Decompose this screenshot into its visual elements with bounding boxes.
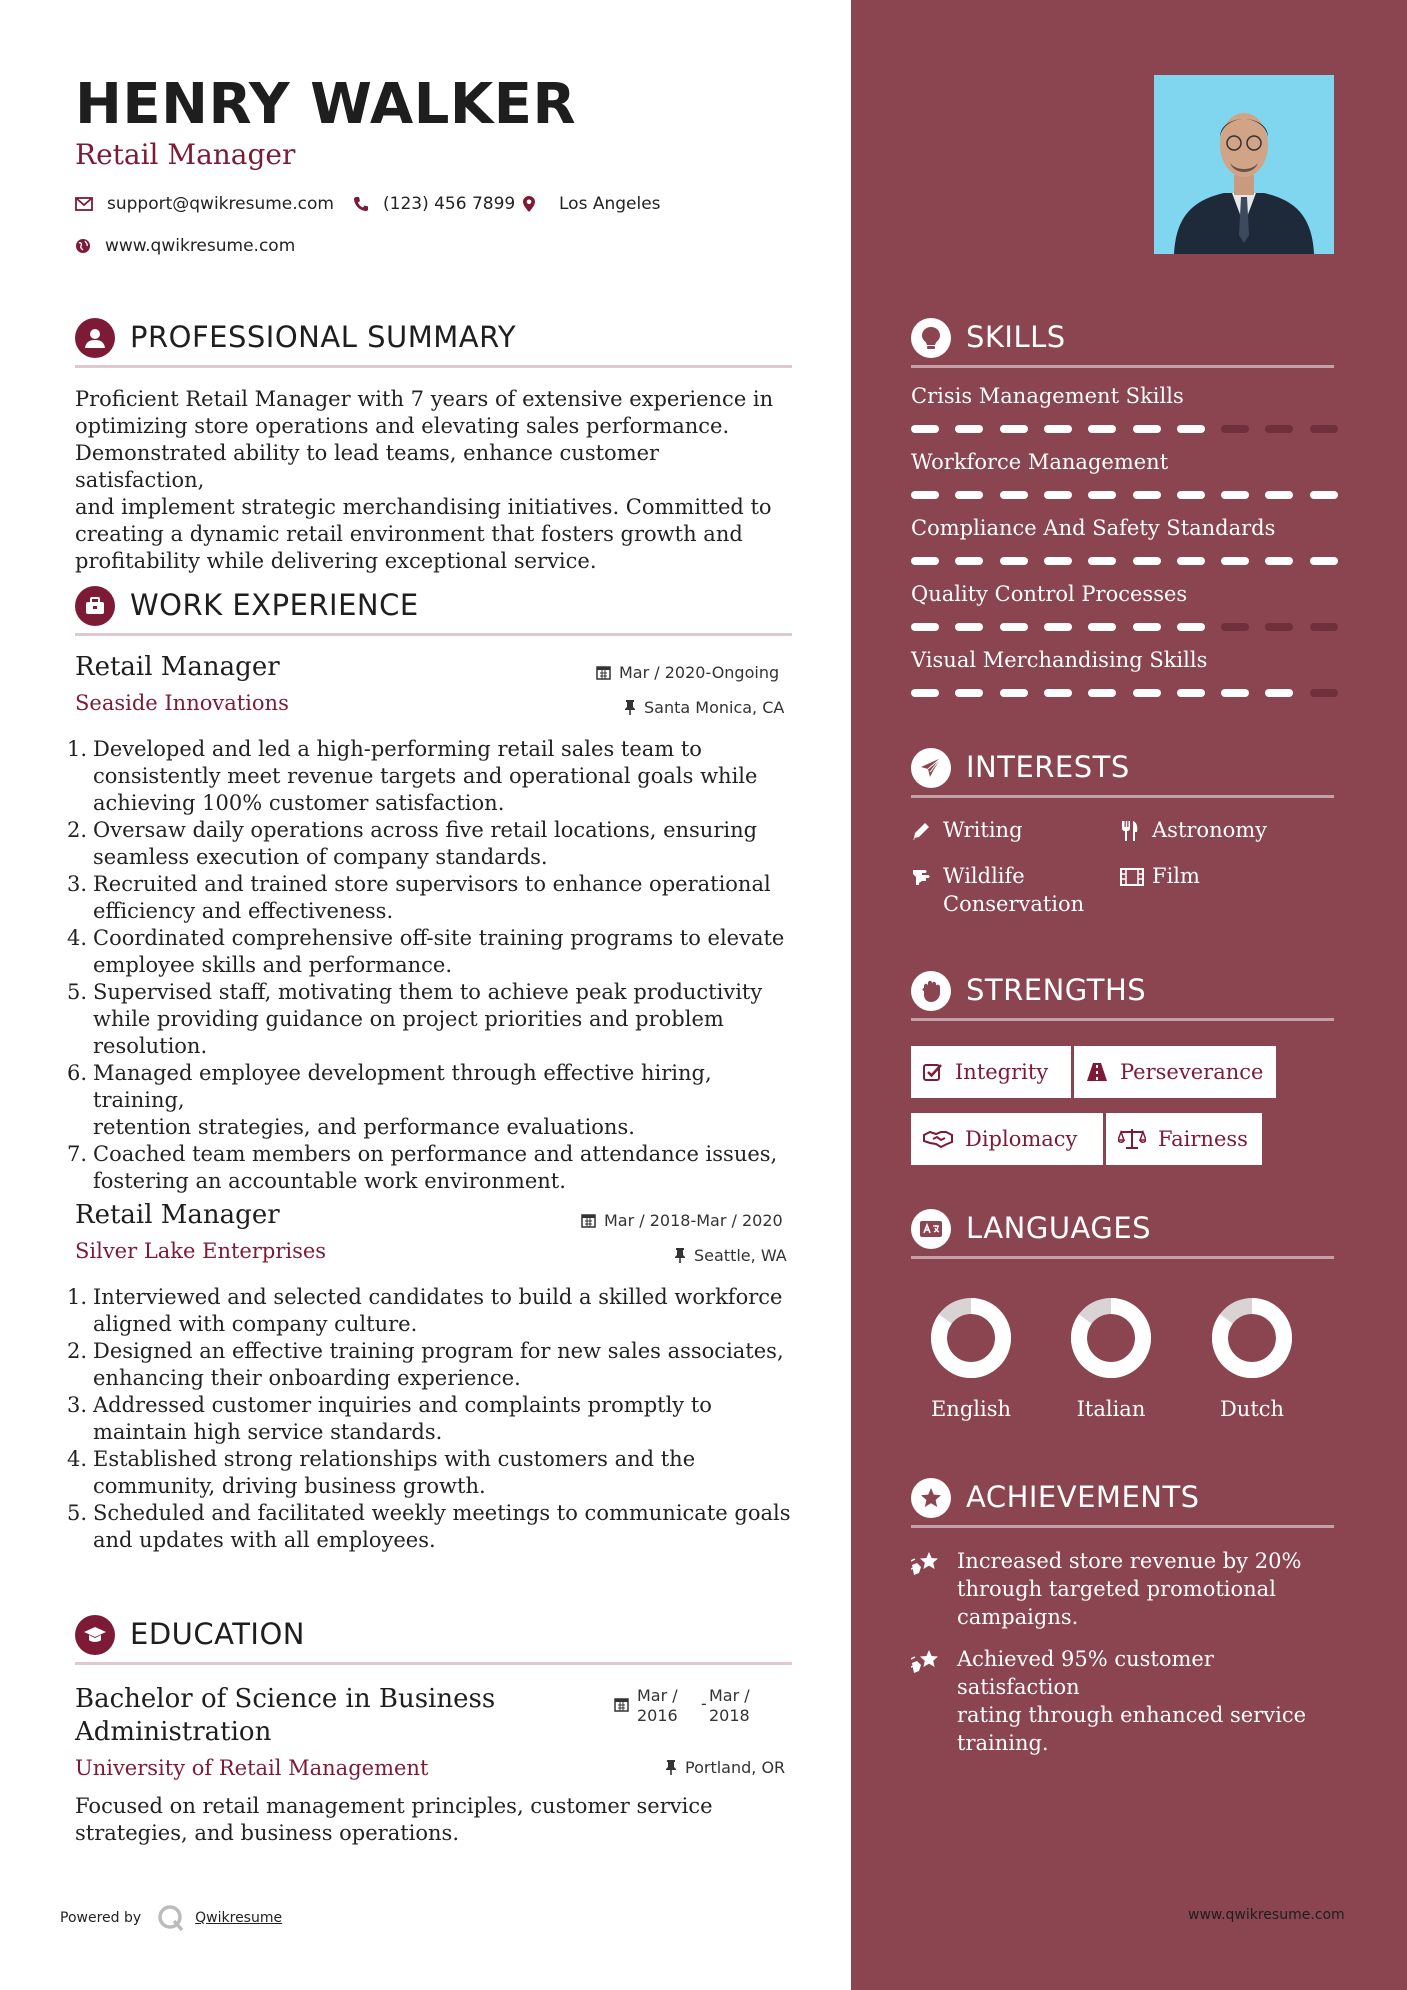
skill-dash-empty	[1310, 689, 1338, 697]
experience-heading	[75, 580, 792, 636]
education-heading	[75, 1609, 792, 1665]
strength-label: Diplomacy	[965, 1127, 1078, 1151]
skill-name: Visual Merchandising Skills	[911, 648, 1208, 672]
education-dates	[614, 1686, 750, 1726]
road-icon	[1086, 1062, 1108, 1082]
star-hand-icon	[911, 1649, 943, 1675]
contact-email[interactable]	[75, 194, 334, 214]
skill-dash-filled	[911, 491, 939, 499]
language-ring-italian	[1079, 1306, 1143, 1370]
language-icon	[911, 1209, 951, 1249]
achievement-item	[911, 1547, 1341, 1631]
job-dates-text: Mar / 2018-Mar / 2020	[604, 1211, 783, 1230]
fist-icon	[911, 971, 951, 1011]
skill-dash-filled	[1265, 491, 1293, 499]
skill-dash-filled	[955, 491, 983, 499]
interest-label: Writing	[943, 818, 1023, 842]
skill-level-bar	[911, 623, 1334, 631]
powered-by-label: Powered by	[60, 1910, 142, 1926]
list-item: 4. Established strong relationships with customers and the community, driving business growth.	[67, 1447, 696, 1498]
skill-dash-filled	[1000, 689, 1028, 697]
interests-title: INTERESTS	[966, 750, 1130, 784]
job-dates	[596, 663, 779, 682]
contact-location	[523, 194, 661, 214]
job-title: Retail Manager	[75, 1200, 280, 1230]
skill-dash-empty	[1310, 623, 1338, 631]
skill-dash-filled	[1000, 491, 1028, 499]
achievement-line: Achieved 95% customer satisfaction	[957, 1647, 1214, 1699]
achievements-heading	[911, 1472, 1334, 1528]
job-location-text: Santa Monica, CA	[644, 698, 785, 717]
degree-line: Bachelor of Science in Business	[75, 1684, 496, 1714]
skill-dash-filled	[1177, 689, 1205, 697]
summary-line: and implement strategic merchandising initiatives. Committed to	[75, 495, 772, 519]
skill-dash-filled	[1177, 557, 1205, 565]
envelope-icon	[75, 197, 93, 211]
language-rings	[851, 1290, 1407, 1390]
skill-dash-filled	[955, 623, 983, 631]
job-location	[674, 1246, 787, 1265]
skill-dash-filled	[1000, 623, 1028, 631]
qwikresume-logo-icon	[157, 1904, 185, 1932]
achievements-title: ACHIEVEMENTS	[966, 1480, 1200, 1514]
briefcase-icon	[75, 586, 115, 626]
job-duties	[67, 736, 797, 1195]
handshake-icon	[923, 1129, 953, 1149]
start-month: Mar /	[637, 1686, 678, 1705]
skill-dash-filled	[1133, 623, 1161, 631]
achievement-line: campaigns.	[957, 1605, 1079, 1629]
summary-text	[75, 386, 795, 575]
education-title: EDUCATION	[130, 1617, 306, 1651]
hand-icon	[911, 867, 933, 887]
map-marker-icon	[523, 196, 535, 212]
skill-name: Compliance And Safety Standards	[911, 516, 1276, 540]
strength-label: Fairness	[1158, 1127, 1248, 1151]
strengths-heading	[911, 965, 1334, 1021]
achievement-item	[911, 1645, 1341, 1757]
interest-label: Astronomy	[1152, 818, 1268, 842]
summary-line: profitability while delivering exceptional service.	[75, 549, 597, 573]
skill-dash-filled	[1088, 557, 1116, 565]
skill-name: Quality Control Processes	[911, 582, 1188, 606]
skill-dash-filled	[1133, 425, 1161, 433]
location-text: Los Angeles	[559, 194, 661, 214]
degree-title	[75, 1683, 495, 1749]
job-location	[624, 698, 784, 717]
education-description	[75, 1793, 795, 1847]
skills-heading	[911, 312, 1334, 368]
education-location-text: Portland, OR	[685, 1758, 786, 1777]
skill-dash-filled	[1221, 557, 1249, 565]
summary-line: Proficient Retail Manager with 7 years of extensive experience in	[75, 387, 774, 411]
skill-dash-filled	[1088, 425, 1116, 433]
pushpin-icon	[665, 1760, 677, 1775]
summary-line: Demonstrated ability to lead teams, enhance customer satisfaction,	[75, 441, 660, 492]
skill-level-bar	[911, 557, 1334, 565]
checkbox-icon	[923, 1062, 943, 1082]
end-year: 2018	[709, 1706, 750, 1725]
calendar-icon	[596, 665, 611, 680]
skill-dash-filled	[1310, 491, 1338, 499]
skill-dash-empty	[1265, 425, 1293, 433]
cutlery-icon	[1120, 820, 1140, 842]
skill-dash-filled	[1088, 623, 1116, 631]
strength-badge	[1106, 1113, 1262, 1165]
skill-dash-filled	[911, 425, 939, 433]
footer-url[interactable]: www.qwikresume.com	[1188, 1907, 1345, 1923]
strength-badge	[1074, 1046, 1276, 1098]
skill-dash-empty	[1265, 623, 1293, 631]
skill-dash-filled	[1000, 425, 1028, 433]
lightbulb-icon	[911, 318, 951, 358]
skill-dash-filled	[1044, 557, 1072, 565]
interest-item	[1120, 816, 1267, 849]
film-icon	[1120, 867, 1144, 887]
interest-item	[911, 862, 1084, 918]
paper-plane-icon	[911, 748, 951, 788]
pencil-icon	[911, 821, 931, 841]
skill-dash-filled	[1265, 689, 1293, 697]
skill-dash-filled	[955, 425, 983, 433]
degree-line: Administration	[75, 1717, 272, 1747]
experience-title: WORK EXPERIENCE	[130, 588, 419, 622]
language-ring-english	[939, 1306, 1003, 1370]
skill-dash-filled	[1177, 623, 1205, 631]
skill-dash-filled	[1088, 491, 1116, 499]
achievement-line: rating through enhanced service	[957, 1703, 1307, 1727]
website-text: www.qwikresume.com	[105, 236, 296, 256]
education-location	[665, 1758, 785, 1777]
skill-dash-filled	[1221, 491, 1249, 499]
achievement-line: Increased store revenue by 20%	[957, 1549, 1302, 1573]
list-item: 7. Coached team members on performance and attendance issues, fostering an accountable work environment.	[67, 1142, 778, 1193]
skill-level-bar	[911, 425, 1334, 433]
skill-dash-empty	[1221, 623, 1249, 631]
summary-heading	[75, 312, 792, 368]
strengths-title: STRENGTHS	[966, 973, 1147, 1007]
star-icon	[911, 1478, 951, 1518]
skill-dash-filled	[1088, 689, 1116, 697]
skill-dash-filled	[1044, 425, 1072, 433]
languages-title: LANGUAGES	[966, 1211, 1152, 1245]
list-item: 1. Interviewed and selected candidates to build a skilled workforce aligned with company culture.	[67, 1285, 783, 1336]
skill-level-bar	[911, 689, 1334, 697]
list-item: 3. Recruited and trained store supervisors to enhance operational efficiency and effectiveness.	[67, 872, 771, 923]
skill-dash-empty	[1221, 425, 1249, 433]
skill-level-bar	[911, 491, 1334, 499]
list-item: 5. Scheduled and facilitated weekly meetings to communicate goals and updates with all employees.	[67, 1501, 791, 1552]
profile-photo	[1154, 75, 1334, 254]
skill-dash-filled	[1044, 491, 1072, 499]
achievement-line: training.	[957, 1731, 1049, 1755]
strength-label: Perseverance	[1120, 1060, 1264, 1084]
phone-icon	[353, 196, 369, 212]
pushpin-icon	[624, 700, 636, 715]
job-dates-text: Mar / 2020-Ongoing	[619, 663, 780, 682]
skill-dash-filled	[1177, 491, 1205, 499]
skill-dash-filled	[911, 557, 939, 565]
skills-title: SKILLS	[966, 320, 1066, 354]
skill-dash-filled	[1133, 557, 1161, 565]
skill-dash-filled	[1133, 689, 1161, 697]
job-company: Seaside Innovations	[75, 691, 289, 715]
email-text: support@qwikresume.com	[107, 194, 334, 214]
list-item: 1. Developed and led a high-performing retail sales team to consistently meet revenue targets and operational goals while achieving 100% customer satisfaction.	[67, 737, 758, 815]
user-icon	[75, 318, 115, 358]
job-location-text: Seattle, WA	[694, 1246, 787, 1265]
summary-line: optimizing store operations and elevating sales performance.	[75, 414, 730, 438]
skill-dash-filled	[1310, 557, 1338, 565]
languages-heading	[911, 1203, 1334, 1259]
list-item: 6. Managed employee development through effective hiring, training, retention strategies, and performance evaluations.	[67, 1061, 712, 1139]
achievement-line: through targeted promotional	[957, 1577, 1276, 1601]
skill-dash-filled	[1221, 689, 1249, 697]
star-hand-icon	[911, 1551, 943, 1577]
interest-item	[911, 816, 1023, 848]
skill-dash-filled	[1265, 557, 1293, 565]
skill-dash-filled	[911, 689, 939, 697]
job-dates	[581, 1211, 783, 1230]
interest-item	[1120, 862, 1200, 894]
interest-label: Wildlife	[943, 864, 1025, 888]
summary-title: PROFESSIONAL SUMMARY	[130, 320, 517, 354]
job-company: Silver Lake Enterprises	[75, 1239, 327, 1263]
language-label: Italian	[1076, 1397, 1146, 1421]
language-label: Dutch	[1219, 1397, 1285, 1421]
scales-icon	[1118, 1128, 1146, 1150]
skill-name: Crisis Management Skills	[911, 384, 1184, 408]
skill-dash-filled	[911, 623, 939, 631]
skill-dash-filled	[955, 557, 983, 565]
school-name: University of Retail Management	[75, 1756, 429, 1780]
pushpin-icon	[674, 1248, 686, 1263]
interests-heading	[911, 742, 1334, 798]
language-ring-dutch	[1220, 1306, 1284, 1370]
candidate-role: Retail Manager	[75, 138, 296, 171]
contact-website[interactable]	[75, 236, 295, 256]
skill-dash-filled	[1000, 557, 1028, 565]
description-line: strategies, and business operations.	[75, 1821, 460, 1845]
job-duties	[67, 1284, 797, 1554]
globe-icon	[75, 238, 91, 254]
interest-label: Film	[1152, 864, 1200, 888]
skill-dash-filled	[1177, 425, 1205, 433]
job-title: Retail Manager	[75, 652, 280, 682]
strength-label: Integrity	[955, 1060, 1049, 1084]
skill-dash-filled	[1133, 491, 1161, 499]
strength-badge	[911, 1046, 1071, 1098]
end-month: Mar /	[709, 1686, 750, 1705]
skill-dash-filled	[1044, 689, 1072, 697]
date-separator: -	[701, 1694, 707, 1713]
phone-text: (123) 456 7899	[383, 194, 516, 214]
calendar-icon	[581, 1213, 596, 1228]
skill-dash-filled	[1044, 623, 1072, 631]
graduation-cap-icon	[75, 1615, 115, 1655]
skill-dash-empty	[1310, 425, 1338, 433]
list-item: 2. Oversaw daily operations across five retail locations, ensuring seamless execution of company standards.	[67, 818, 758, 869]
summary-line: creating a dynamic retail environment that fosters growth and	[75, 522, 743, 546]
contact-phone[interactable]	[353, 194, 515, 214]
list-item: 5. Supervised staff, motivating them to achieve peak productivity while providing guidance on project priorities and problem resolution.	[67, 980, 763, 1058]
powered-by	[60, 1904, 282, 1932]
interest-label: Conservation	[943, 892, 1085, 916]
list-item: 2. Designed an effective training program for new sales associates, enhancing their onboarding experience.	[67, 1339, 784, 1390]
start-year: 2016	[637, 1706, 678, 1725]
list-item: 4. Coordinated comprehensive off-site training programs to elevate employee skills and performance.	[67, 926, 785, 977]
strength-badge	[911, 1113, 1103, 1165]
calendar-icon	[614, 1697, 629, 1712]
qwikresume-link[interactable]: Qwikresume	[195, 1910, 283, 1926]
skill-name: Workforce Management	[911, 450, 1169, 474]
list-item: 3. Addressed customer inquiries and complaints promptly to maintain high service standards.	[67, 1393, 712, 1444]
sidebar	[851, 0, 1407, 1990]
language-label: English	[930, 1397, 1012, 1421]
description-line: Focused on retail management principles, customer service	[75, 1794, 713, 1818]
skill-dash-filled	[955, 689, 983, 697]
candidate-name: HENRY WALKER	[75, 72, 577, 137]
